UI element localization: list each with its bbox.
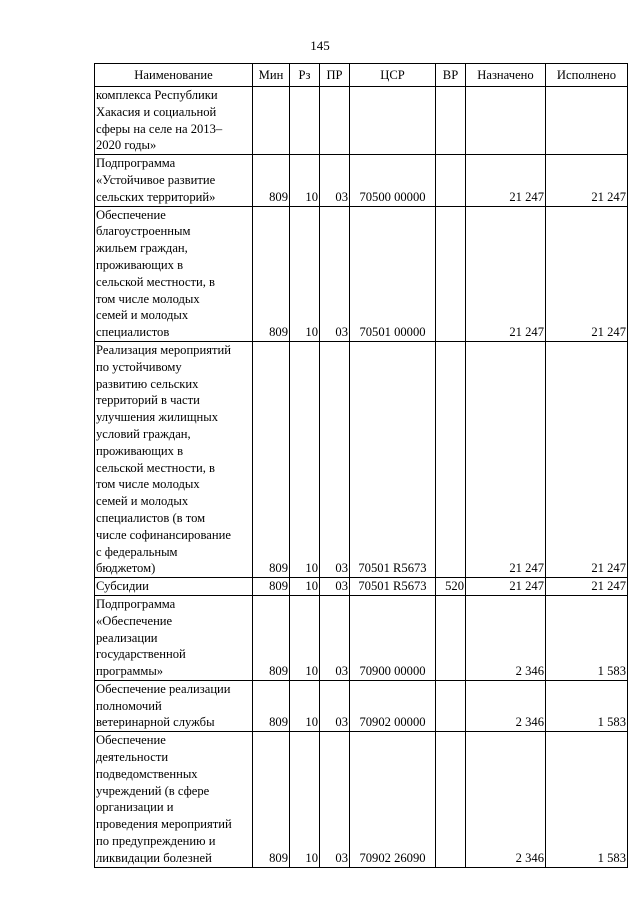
cell-name [95,341,253,577]
cell-name-line: сельских территорий» [96,189,216,204]
cell-executed: 1 583 [546,595,628,680]
cell-min [253,87,290,155]
cell-name-line: специалистов (в том [96,510,206,525]
cell-assigned: 21 247 [466,578,546,596]
cell-executed: 1 583 [546,732,628,867]
budget-table [94,63,628,868]
cell-csr [350,87,436,155]
cell-min: 809 [253,732,290,867]
cell-pr: 03 [320,595,350,680]
cell-vr [436,680,466,731]
cell-name-line: программы» [96,664,164,679]
cell-pr: 03 [320,341,350,577]
cell-name-line: бюджетом) [96,561,156,576]
cell-name-line: благоустроенным [96,224,191,239]
cell-pr [320,87,350,155]
table-row [95,206,628,341]
cell-vr [436,732,466,867]
cell-name-line: учреждений (в сфере [96,783,210,798]
header-assigned: Назначено [466,64,546,87]
cell-pr: 03 [320,680,350,731]
cell-assigned: 21 247 [466,341,546,577]
cell-name-line: числе софинансирование [96,527,231,542]
cell-name-line: том числе молодых [96,477,200,492]
cell-pr: 03 [320,732,350,867]
cell-name-line: по предупреждению и [96,834,216,849]
header-min: Мин [253,64,290,87]
cell-name-line: по устойчивому [96,359,182,374]
cell-csr: 70902 00000 [350,680,436,731]
cell-min: 809 [253,155,290,206]
cell-name [95,206,253,341]
cell-name [95,732,253,867]
cell-name-line: с федеральным [96,544,178,559]
cell-csr: 70501 00000 [350,206,436,341]
cell-name-line: семей и молодых [96,308,189,323]
cell-name-line: семей и молодых [96,494,189,509]
page-number: 145 [310,38,330,53]
cell-min: 809 [253,206,290,341]
cell-rz: 10 [290,680,320,731]
cell-rz: 10 [290,206,320,341]
cell-min: 809 [253,595,290,680]
cell-name-line: 2020 годы» [96,138,157,153]
cell-rz: 10 [290,578,320,596]
cell-name-line: жильем граждан, [96,241,188,256]
cell-name-line: полномочий [96,698,162,713]
cell-assigned: 2 346 [466,680,546,731]
cell-min: 809 [253,680,290,731]
cell-rz: 10 [290,155,320,206]
cell-vr [436,595,466,680]
cell-name-line: «Обеспечение [96,613,173,628]
cell-csr: 70501 R5673 [350,578,436,596]
cell-name-line: организации и [96,800,174,815]
cell-name-line: Субсидии [96,579,149,594]
header-executed: Исполнено [546,64,628,87]
cell-name [95,680,253,731]
table-row [95,341,628,577]
cell-executed: 21 247 [546,206,628,341]
cell-csr: 70501 R5673 [350,341,436,577]
cell-name-line: улучшения жилищных [96,410,219,425]
cell-name-line: ветеринарной службы [96,715,215,730]
cell-name-line: сферы на селе на 2013– [96,121,223,136]
cell-name-line: сельской местности, в [96,274,216,289]
header-csr: ЦСР [350,64,436,87]
cell-assigned: 2 346 [466,595,546,680]
cell-name-line: развитию сельских [96,376,199,391]
cell-assigned [466,87,546,155]
cell-vr: 520 [436,578,466,596]
cell-rz: 10 [290,732,320,867]
table-row [95,578,628,596]
table-row [95,595,628,680]
cell-name-line: том числе молодых [96,291,200,306]
cell-csr: 70902 26090 [350,732,436,867]
cell-min: 809 [253,341,290,577]
cell-name-line: проживающих в [96,443,184,458]
cell-name-line: Обеспечение [96,207,166,222]
cell-name-line: государственной [96,647,186,662]
cell-name-line: Хакасия и социальной [96,104,217,119]
cell-executed: 21 247 [546,155,628,206]
header-vr: ВР [436,64,466,87]
cell-name-line: территорий в части [96,393,200,408]
table-row [95,680,628,731]
cell-pr: 03 [320,155,350,206]
cell-name-line: сельской местности, в [96,460,216,475]
cell-csr: 70500 00000 [350,155,436,206]
cell-assigned: 21 247 [466,206,546,341]
cell-executed: 21 247 [546,578,628,596]
header-row [95,64,628,87]
cell-name-line: подведомственных [96,766,198,781]
cell-executed [546,87,628,155]
cell-vr [436,206,466,341]
cell-assigned: 21 247 [466,155,546,206]
cell-name-line: проведения мероприятий [96,817,232,832]
table-row [95,87,628,155]
cell-assigned: 2 346 [466,732,546,867]
cell-name-line: «Устойчивое развитие [96,172,216,187]
cell-name-line: Реализация мероприятий [96,342,231,357]
cell-min: 809 [253,578,290,596]
cell-executed: 1 583 [546,680,628,731]
table-row [95,732,628,867]
cell-executed: 21 247 [546,341,628,577]
cell-name-line: Подпрограмма [96,156,176,171]
cell-pr: 03 [320,206,350,341]
header-pr: ПР [320,64,350,87]
header-name: Наименование [95,64,253,87]
cell-vr [436,155,466,206]
cell-name-line: специалистов [96,325,170,340]
cell-name [95,578,253,596]
cell-name-line: условий граждан, [96,426,191,441]
header-rz: Рз [290,64,320,87]
cell-name-line: Обеспечение реализации [96,681,231,696]
cell-name-line: проживающих в [96,257,184,272]
cell-name-line: Подпрограмма [96,596,176,611]
table-body [95,87,628,868]
cell-vr [436,341,466,577]
cell-name-line: реализации [96,630,158,645]
cell-name-line: комплекса Республики [96,88,218,102]
cell-name-line: Обеспечение [96,733,166,748]
cell-name [95,595,253,680]
cell-rz [290,87,320,155]
cell-name-line: ликвидации болезней [96,850,212,865]
cell-rz: 10 [290,595,320,680]
cell-name [95,155,253,206]
cell-pr: 03 [320,578,350,596]
cell-vr [436,87,466,155]
table-row [95,155,628,206]
cell-csr: 70900 00000 [350,595,436,680]
cell-name [95,87,253,155]
cell-rz: 10 [290,341,320,577]
cell-name-line: деятельности [96,750,169,765]
